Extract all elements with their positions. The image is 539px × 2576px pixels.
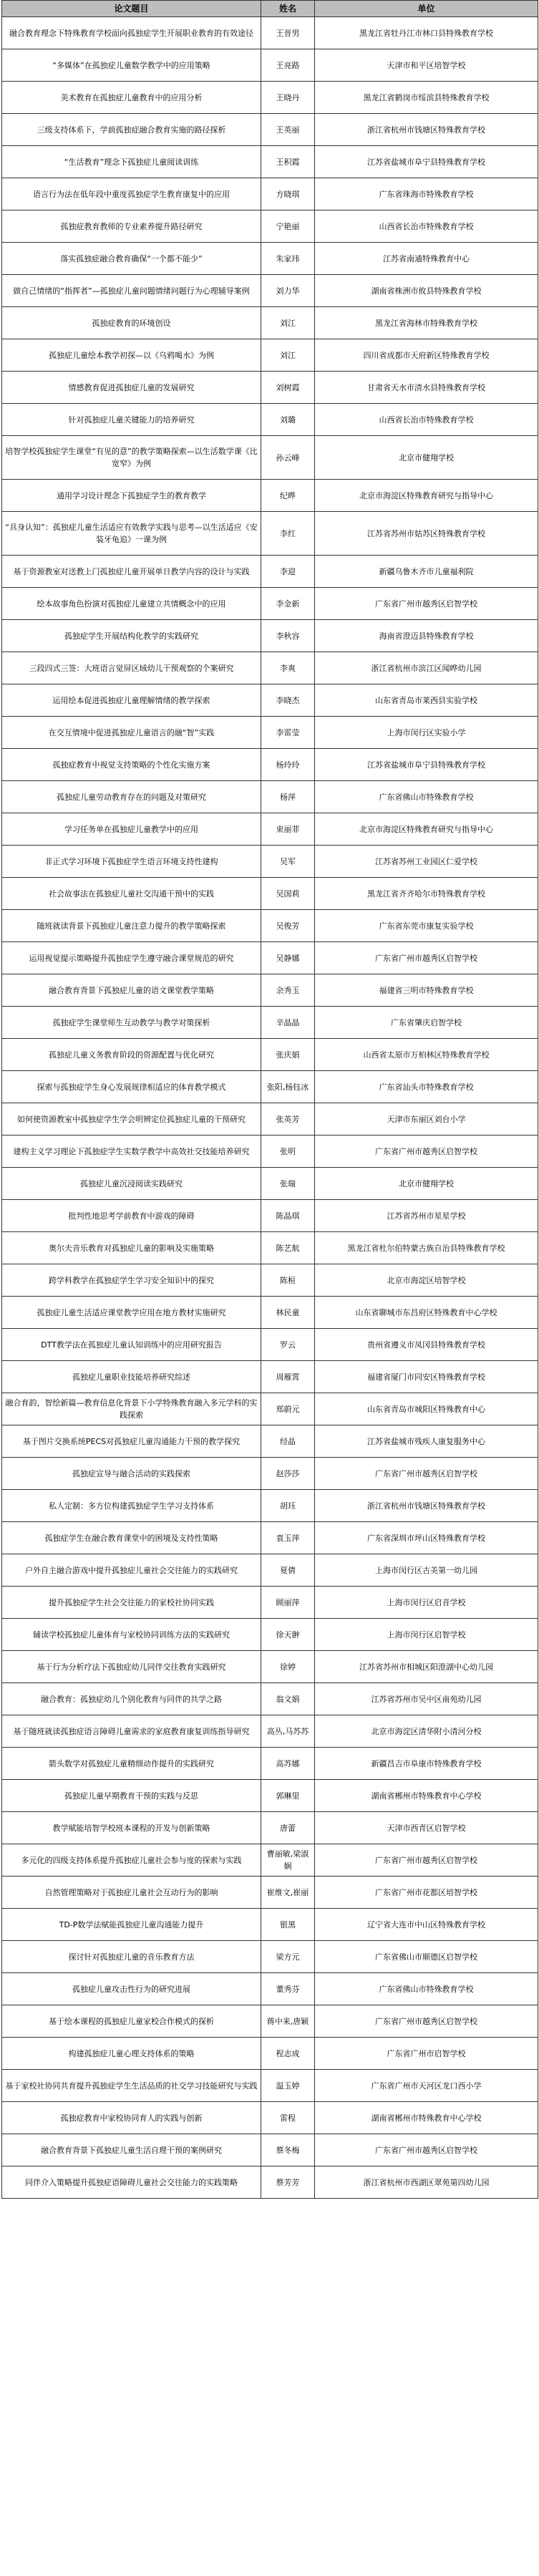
unit-name-cell: 江苏省盐城市阜宁县特殊教育学校 [315, 749, 538, 781]
paper-title-cell: 奥尔夫音乐教育对孤独症儿童的影响及实施策略 [2, 1232, 261, 1264]
unit-name-cell: 辽宁省大连市中山区特殊教育学校 [315, 1909, 538, 1941]
paper-title-cell: 基于绘本课程的孤独症儿童家校合作模式的探析 [2, 2005, 261, 2038]
paper-title-cell: 自然管理策略对于孤独症儿童社会互动行为的影响 [2, 1877, 261, 1909]
paper-title-cell: 基于随班就读孤独症语言障碍儿童需求的家庭教育康复训练指导研究 [2, 1715, 261, 1748]
unit-name-cell: 上海市闵行区实验小学 [315, 717, 538, 749]
unit-name-cell: 新疆乌鲁木齐市儿童福利院 [315, 556, 538, 588]
unit-name-cell: 广东省广州市越秀区启智学校 [315, 2134, 538, 2166]
unit-name-cell: 浙江省杭州市钱塘区特殊教育学校 [315, 114, 538, 146]
author-name-cell: 罗云 [261, 1329, 315, 1361]
unit-name-cell: 江苏省盐城市残疾人康复服务中心 [315, 1425, 538, 1458]
table-row [2, 1425, 538, 1458]
table-row [2, 974, 538, 1007]
table-row [2, 1168, 538, 1200]
paper-title-cell: 语言行为法在低年段中重度孤独症学生教育康复中的应用 [2, 178, 261, 210]
unit-name-cell: 山西省太原市万柏林区特殊教育学校 [315, 1039, 538, 1071]
unit-name-cell: 山东省聊城市东昌府区特殊教育中心学校 [315, 1297, 538, 1329]
author-name-cell: 李雷莹 [261, 717, 315, 749]
unit-name-cell: 广东省肇庆启智学校 [315, 1007, 538, 1039]
unit-name-cell: 广东省广州市天河区龙口西小学 [315, 2070, 538, 2102]
unit-name-cell: 广东省佛山市特殊教育学校 [315, 1973, 538, 2005]
author-name-cell: 蒋中来,唐颖 [261, 2005, 315, 2038]
author-name-cell: 宁艳丽 [261, 210, 315, 243]
author-name-cell: 杨萍 [261, 781, 315, 813]
author-name-cell: 王英丽 [261, 114, 315, 146]
author-name-cell: 李爽 [261, 652, 315, 684]
paper-title-cell: 同伴介入策略提升孤独症语障碍儿童社会交往能力的实践策略 [2, 2166, 261, 2199]
table-row [2, 1007, 538, 1039]
table-row [2, 307, 538, 339]
author-name-cell: 郭琳里 [261, 1780, 315, 1812]
table-row [2, 17, 538, 49]
paper-title-cell: 孤独症儿童沉浸阅读实践研究 [2, 1168, 261, 1200]
table-row [2, 1071, 538, 1103]
author-name-cell: 陈艺航 [261, 1232, 315, 1264]
table-row [2, 2038, 538, 2070]
table-row [2, 1587, 538, 1619]
table-row [2, 275, 538, 307]
table-row [2, 1780, 538, 1812]
unit-name-cell: 福建省三明市特殊教育学校 [315, 974, 538, 1007]
author-name-cell: 吴军 [261, 846, 315, 878]
table-row [2, 178, 538, 210]
table-row [2, 1554, 538, 1587]
paper-title-cell: 孤独症学生在融合教育课堂中的困境及支持性策略 [2, 1522, 261, 1554]
paper-title-cell: 随班就读背景下孤独症儿童注意力提升的教学策略探索 [2, 910, 261, 942]
paper-title-cell: 孤独症儿童生活适应课堂教学应用在地方教材实施研究 [2, 1297, 261, 1329]
table-row [2, 878, 538, 910]
table-row [2, 2005, 538, 2038]
table-row [2, 781, 538, 813]
table-row [2, 1458, 538, 1490]
paper-title-cell: 箭头数学对孤独症儿童精细动作提升的实践研究 [2, 1748, 261, 1780]
author-name-cell: 纪晔 [261, 480, 315, 512]
table-row [2, 1297, 538, 1329]
table-row [2, 2134, 538, 2166]
table-row [2, 404, 538, 436]
paper-title-cell: 社会故事法在孤独症儿童社交沟通干预中的实践 [2, 878, 261, 910]
table-row [2, 684, 538, 717]
table-row [2, 372, 538, 404]
paper-title-cell: 针对孤独症儿童关键能力的培养研究 [2, 404, 261, 436]
unit-name-cell: 广东省汕头市特殊教育学校 [315, 1071, 538, 1103]
paper-title-cell: 做自己情绪的“指挥者”—孤独症儿童问题情绪问题行为心理辅导案例 [2, 275, 261, 307]
author-name-cell: 张阳,杨钰冰 [261, 1071, 315, 1103]
unit-name-cell: 广东省广州市启智学校 [315, 2038, 538, 2070]
unit-name-cell: 江苏省苏州市吴中区南苑幼儿园 [315, 1683, 538, 1715]
paper-title-cell: 孤独症教育中视觉支持策略的个性化实施方案 [2, 749, 261, 781]
table-row [2, 480, 538, 512]
author-name-cell: 温玉婷 [261, 2070, 315, 2102]
author-name-cell: 李迎 [261, 556, 315, 588]
paper-list-table [1, 0, 538, 2199]
unit-name-cell: 湖南省郴州市特殊教育中心学校 [315, 1780, 538, 1812]
unit-name-cell: 浙江省杭州市西湖区翠苑第四幼儿园 [315, 2166, 538, 2199]
table-row [2, 1039, 538, 1071]
header-unit: 单位 [315, 1, 538, 17]
paper-title-cell: 孤独症学生开展结构化教学的实践研究 [2, 620, 261, 652]
paper-title-cell: 辅读学校孤独症儿童体育与家校协同训练方法的实践研究 [2, 1619, 261, 1651]
author-name-cell: 余秀玉 [261, 974, 315, 1007]
table-row [2, 1522, 538, 1554]
unit-name-cell: 山东省青岛市城阳区特殊教育中心 [315, 1393, 538, 1425]
paper-title-cell: 运用绘本促进孤独症儿童理解情绪的教学探索 [2, 684, 261, 717]
table-row [2, 1490, 538, 1522]
paper-title-cell: 基于行为分析疗法下孤独症幼儿同伴交往教育实践研究 [2, 1651, 261, 1683]
table-header [2, 1, 538, 17]
unit-name-cell: 北京市海淀区培智学校 [315, 1264, 538, 1297]
author-name-cell: 顾丽萍 [261, 1587, 315, 1619]
author-name-cell: 梁方元 [261, 1941, 315, 1973]
paper-title-cell: 孤独症儿童攻击性行为的研究进展 [2, 1973, 261, 2005]
table-row [2, 210, 538, 243]
table-row [2, 1264, 538, 1297]
author-name-cell: 徐婷 [261, 1651, 315, 1683]
unit-name-cell: 江苏省南通特殊教育中心 [315, 243, 538, 275]
unit-name-cell: 广东省珠海市特殊教育学校 [315, 178, 538, 210]
author-name-cell: 杨玲玲 [261, 749, 315, 781]
paper-title-cell: 情感教育促进孤独症儿童的发展研究 [2, 372, 261, 404]
paper-title-cell: 孤独症学生课堂师生互动教学与教学对策探析 [2, 1007, 261, 1039]
table-row [2, 1877, 538, 1909]
table-row [2, 749, 538, 781]
author-name-cell: 王晓丹 [261, 82, 315, 114]
unit-name-cell: 江苏省苏州市星星学校 [315, 1200, 538, 1232]
paper-title-cell: 基于图片交换系统PECS对孤独症儿童沟通能力干预的教学探究 [2, 1425, 261, 1458]
unit-name-cell: 四川省成都市天府新区特殊教育学校 [315, 339, 538, 372]
unit-name-cell: 北京市海淀区特殊教育研究与指导中心 [315, 480, 538, 512]
paper-title-cell: 基于家校社协同共育提升孤独症学生生活品质的社交学习技能研究与实践 [2, 2070, 261, 2102]
unit-name-cell: 广东省深圳市坪山区特殊教育学校 [315, 1522, 538, 1554]
paper-title-cell: 绘本故事角色扮演对孤独症儿童建立共情概念中的应用 [2, 588, 261, 620]
unit-name-cell: 湖南省郴州市特殊教育中心学校 [315, 2102, 538, 2134]
table-row [2, 49, 538, 82]
author-name-cell: 陈晶琪 [261, 1200, 315, 1232]
table-row [2, 1329, 538, 1361]
unit-name-cell: 海南省澄迈县特殊教育学校 [315, 620, 538, 652]
paper-title-cell: 私人定制：多方位构建孤独症学生学习支持体系 [2, 1490, 261, 1522]
unit-name-cell: 上海市闵行区古美第一幼儿园 [315, 1554, 538, 1587]
paper-title-cell: 多元化的四级支持体系提升孤独症儿童社会参与度的探索与实践 [2, 1844, 261, 1877]
paper-title-cell: 孤独症儿童劳动教育存在的问题及对策研究 [2, 781, 261, 813]
table-row [2, 512, 538, 556]
table-row [2, 1200, 538, 1232]
author-name-cell: 蔡芳芳 [261, 2166, 315, 2199]
author-name-cell: 银黑 [261, 1909, 315, 1941]
paper-title-cell: 孤独症儿童义务教育阶段的资源配置与优化研究 [2, 1039, 261, 1071]
unit-name-cell: 山东省青岛市莱西县实验学校 [315, 684, 538, 717]
author-name-cell: 刘力华 [261, 275, 315, 307]
table-row [2, 339, 538, 372]
table-row [2, 2070, 538, 2102]
paper-title-cell: 孤独症儿童职业技能培养研究综述 [2, 1361, 261, 1393]
unit-name-cell: 山西省长治市特殊教育学校 [315, 404, 538, 436]
table-row [2, 2102, 538, 2134]
table-row [2, 1812, 538, 1844]
unit-name-cell: 福建省厦门市同安区特殊教育学校 [315, 1361, 538, 1393]
table-row [2, 1683, 538, 1715]
unit-name-cell: 贵州省遵义市凤冈县特殊教育学校 [315, 1329, 538, 1361]
author-name-cell: 夏倩 [261, 1554, 315, 1587]
paper-title-cell: 建构主义学习理论下孤独症学生实数学教学中高效社交技能培养研究 [2, 1136, 261, 1168]
unit-name-cell: 广东省东莞市康复实验学校 [315, 910, 538, 942]
author-name-cell: 陈桓 [261, 1264, 315, 1297]
paper-title-cell: 构建孤独症儿童心理支持体系的策略 [2, 2038, 261, 2070]
unit-name-cell: 广东省广州市越秀区启智学校 [315, 1844, 538, 1877]
paper-title-cell: 孤独症儿童绘本教学初探—以《乌鸦喝水》为例 [2, 339, 261, 372]
paper-title-cell: 基于资源教室对送教上门孤独症儿童开展单日教学内容的设计与实践 [2, 556, 261, 588]
author-name-cell: 吴国莉 [261, 878, 315, 910]
table-row [2, 1361, 538, 1393]
paper-title-cell: 孤独症儿童早期教育干预的实践与反思 [2, 1780, 261, 1812]
table-row [2, 556, 538, 588]
unit-name-cell: 江苏省苏州市相城区阳澄湖中心幼儿园 [315, 1651, 538, 1683]
header-title: 论文题目 [2, 1, 261, 17]
table-row [2, 1232, 538, 1264]
paper-title-cell: 运用视觉提示策略提升孤独症学生遵守融合课堂规范的研究 [2, 942, 261, 974]
paper-title-cell: 融合教育理念下特殊教育学校面向孤独症学生开展职业教育的有效途径 [2, 17, 261, 49]
unit-name-cell: 江苏省苏州工业园区仁爱学校 [315, 846, 538, 878]
table-row [2, 1844, 538, 1877]
table-row [2, 652, 538, 684]
author-name-cell: 曹丽敏,梁淑娴 [261, 1844, 315, 1877]
author-name-cell: 刘江 [261, 339, 315, 372]
unit-name-cell: 江苏省苏州市姑苏区特殊教育学校 [315, 512, 538, 556]
paper-title-cell: 通用学习设计理念下孤独症学生的教育教学 [2, 480, 261, 512]
unit-name-cell: 甘肃省天水市清水县特殊教育学校 [315, 372, 538, 404]
unit-name-cell: 北京市健翔学校 [315, 436, 538, 480]
table-row [2, 114, 538, 146]
author-name-cell: 林民童 [261, 1297, 315, 1329]
author-name-cell: 刘璐 [261, 404, 315, 436]
unit-name-cell: 广东省广州市越秀区启智学校 [315, 1458, 538, 1490]
unit-name-cell: 黑龙江省海林市特殊教育学校 [315, 307, 538, 339]
table-row [2, 1715, 538, 1748]
table-row [2, 942, 538, 974]
paper-title-cell: 在交互情境中促进孤独症儿童语言的融“智”实践 [2, 717, 261, 749]
author-name-cell: 张瑞 [261, 1168, 315, 1200]
paper-title-cell: 探索与孤独症学生身心发展规律相适应的体育教学模式 [2, 1071, 261, 1103]
paper-title-cell: 融合教育：孤独症幼儿个别化教育与同伴的共学之路 [2, 1683, 261, 1715]
table-row [2, 813, 538, 846]
author-name-cell: 刘江 [261, 307, 315, 339]
paper-title-cell: 美术教育在孤独症儿童教育中的应用分析 [2, 82, 261, 114]
author-name-cell: 张英芳 [261, 1103, 315, 1136]
table-row [2, 1973, 538, 2005]
paper-title-cell: 融合教育背景下孤独症儿童生活自理干预的案例研究 [2, 2134, 261, 2166]
paper-title-cell: “具身认知”：孤独症儿童生活适应有效教学实践与思考—以生活适应《安装牙龟追》一课为例 [2, 512, 261, 556]
unit-name-cell: 江苏省盐城市阜宁县特殊教育学校 [315, 146, 538, 178]
paper-title-cell: 学习任务单在孤独症儿童教学中的应用 [2, 813, 261, 846]
table-row [2, 846, 538, 878]
author-name-cell: 赵莎莎 [261, 1458, 315, 1490]
author-name-cell: 经晶 [261, 1425, 315, 1458]
unit-name-cell: 天津市西青区启智学校 [315, 1812, 538, 1844]
table-row [2, 146, 538, 178]
author-name-cell: 徐天翀 [261, 1619, 315, 1651]
unit-name-cell: 广东省佛山市顺德区启智学校 [315, 1941, 538, 1973]
author-name-cell: 崔维文,崔丽 [261, 1877, 315, 1909]
unit-name-cell: 广东省广州市越秀区启智学校 [315, 942, 538, 974]
author-name-cell: 朱家玮 [261, 243, 315, 275]
unit-name-cell: 浙江省杭州市滨江区闻晔幼儿园 [315, 652, 538, 684]
table-row [2, 436, 538, 480]
author-name-cell: 袁玉萍 [261, 1522, 315, 1554]
paper-title-cell: “多媒体”在孤独症儿童数学教学中的应用策略 [2, 49, 261, 82]
author-name-cell: 唐蕾 [261, 1812, 315, 1844]
unit-name-cell: 上海市闵行区启智学校 [315, 1619, 538, 1651]
author-name-cell: 蔡冬梅 [261, 2134, 315, 2166]
unit-name-cell: 广东省广州市越秀区启智学校 [315, 2005, 538, 2038]
table-row [2, 1651, 538, 1683]
unit-name-cell: 天津市东丽区刘台小学 [315, 1103, 538, 1136]
header-author: 姓名 [261, 1, 315, 17]
unit-name-cell: 北京市海淀区清华附小清河分校 [315, 1715, 538, 1748]
unit-name-cell: 黑龙江省鹤岗市绥滨县特殊教育学校 [315, 82, 538, 114]
author-name-cell: 王亮路 [261, 49, 315, 82]
paper-title-cell: 户外自主融合游戏中提升孤独症儿童社会交往能力的实践研究 [2, 1554, 261, 1587]
unit-name-cell: 上海市闵行区启音学校 [315, 1587, 538, 1619]
author-name-cell: 刘树霞 [261, 372, 315, 404]
author-name-cell: 方晓琪 [261, 178, 315, 210]
table-row [2, 1909, 538, 1941]
table-row [2, 2166, 538, 2199]
table-row [2, 243, 538, 275]
author-name-cell: 李红 [261, 512, 315, 556]
table-row [2, 1941, 538, 1973]
author-name-cell: 周雁霄 [261, 1361, 315, 1393]
author-name-cell: 辛晶晶 [261, 1007, 315, 1039]
paper-title-cell: 融合育韵，智绘新篇—教育信息化背景下小学特殊教育融入多元学科的实践探索 [2, 1393, 261, 1425]
unit-name-cell: 山西省长治市特殊教育学校 [315, 210, 538, 243]
unit-name-cell: 广东省广州市越秀区启智学校 [315, 588, 538, 620]
table-row [2, 1748, 538, 1780]
unit-name-cell: 黑龙江省杜尔伯特蒙古族自治县特殊教育学校 [315, 1232, 538, 1264]
unit-name-cell: 湖南省株洲市攸县特殊教育学校 [315, 275, 538, 307]
author-name-cell: 郑蔚元 [261, 1393, 315, 1425]
paper-title-cell: 非正式学习环境下孤独症学生语言环境支持性建构 [2, 846, 261, 878]
author-name-cell: 雷程 [261, 2102, 315, 2134]
paper-title-cell: 孤独症教育教师的专业素养提升路径研究 [2, 210, 261, 243]
paper-title-cell: 跨学科教学在孤独症学生学习安全知识中的探究 [2, 1264, 261, 1297]
table-body [2, 17, 538, 2199]
paper-title-cell: 批判性地思考学前教育中游戏的障碍 [2, 1200, 261, 1232]
table-row [2, 910, 538, 942]
paper-title-cell: 孤独症教育的环境创设 [2, 307, 261, 339]
author-name-cell: 张庆娟 [261, 1039, 315, 1071]
unit-name-cell: 浙江省杭州市钱塘区特殊教育学校 [315, 1490, 538, 1522]
author-name-cell: 胡珏 [261, 1490, 315, 1522]
author-name-cell: 束丽菲 [261, 813, 315, 846]
unit-name-cell: 北京市海淀区特殊教育研究与指导中心 [315, 813, 538, 846]
table-row [2, 1393, 538, 1425]
paper-title-cell: 三级支持体系下，学前孤独症融合教育实施的路径探析 [2, 114, 261, 146]
paper-title-cell: 探讨针对孤独症儿童的音乐教育方法 [2, 1941, 261, 1973]
unit-name-cell: 广东省广州市越秀区启智学校 [315, 1136, 538, 1168]
paper-title-cell: 如何使资源教室中孤独症学生学会明辨定位孤独症儿童的干预研究 [2, 1103, 261, 1136]
paper-title-cell: 三段四式三签：大班语言觉屏区域幼儿干预观察的个案研究 [2, 652, 261, 684]
unit-name-cell: 天津市和平区培智学校 [315, 49, 538, 82]
author-name-cell: 吴俊芳 [261, 910, 315, 942]
author-name-cell: 程志成 [261, 2038, 315, 2070]
unit-name-cell: 黑龙江省齐齐哈尔市特殊教育学校 [315, 878, 538, 910]
paper-title-cell: 融合教育背景下孤独症儿童的语文课堂教学策略 [2, 974, 261, 1007]
unit-name-cell: 北京市健翔学校 [315, 1168, 538, 1200]
author-name-cell: 李晓杰 [261, 684, 315, 717]
paper-title-cell: TD-P数学法赋能孤独症儿童沟通能力提升 [2, 1909, 261, 1941]
author-name-cell: 李金新 [261, 588, 315, 620]
author-name-cell: 翁文娟 [261, 1683, 315, 1715]
paper-title-cell: 孤独症宣导与融合活动的实践探索 [2, 1458, 261, 1490]
author-name-cell: 王积霞 [261, 146, 315, 178]
paper-title-cell: 孤独症教育中家校协同育人的实践与创新 [2, 2102, 261, 2134]
paper-title-cell: “生活教育”理念下孤独症儿童阅读训练 [2, 146, 261, 178]
table-row [2, 717, 538, 749]
table-row [2, 1619, 538, 1651]
author-name-cell: 张明 [261, 1136, 315, 1168]
table-row [2, 588, 538, 620]
header-row [2, 1, 538, 17]
paper-title-cell: 提升孤独症学生社会交往能力的家校社协同实践 [2, 1587, 261, 1619]
unit-name-cell: 广东省广州市花都区培智学校 [315, 1877, 538, 1909]
author-name-cell: 孙云峰 [261, 436, 315, 480]
unit-name-cell: 广东省佛山市特殊教育学校 [315, 781, 538, 813]
paper-title-cell: 教学赋能培智学校班本课程的开发与创新策略 [2, 1812, 261, 1844]
table-row [2, 1103, 538, 1136]
table-row [2, 1136, 538, 1168]
unit-name-cell: 新疆昌吉市阜康市特殊教育学校 [315, 1748, 538, 1780]
author-name-cell: 王晋男 [261, 17, 315, 49]
author-name-cell: 董秀芬 [261, 1973, 315, 2005]
unit-name-cell: 黑龙江省牡丹江市林口县特殊教育学校 [315, 17, 538, 49]
paper-title-cell: DTT教学法在孤独症儿童认知训练中的应用研究报告 [2, 1329, 261, 1361]
paper-title-cell: 培智学校孤独症学生课堂“有见的意”的教学策略探索—以生活数学课《比宽窄》为例 [2, 436, 261, 480]
paper-title-cell: 落实孤独症融合教育确保“一个都不能少” [2, 243, 261, 275]
author-name-cell: 高苏娜 [261, 1748, 315, 1780]
author-name-cell: 吴静娜 [261, 942, 315, 974]
author-name-cell: 高丛,马苏苏 [261, 1715, 315, 1748]
table-row [2, 82, 538, 114]
table-row [2, 620, 538, 652]
author-name-cell: 李秋容 [261, 620, 315, 652]
